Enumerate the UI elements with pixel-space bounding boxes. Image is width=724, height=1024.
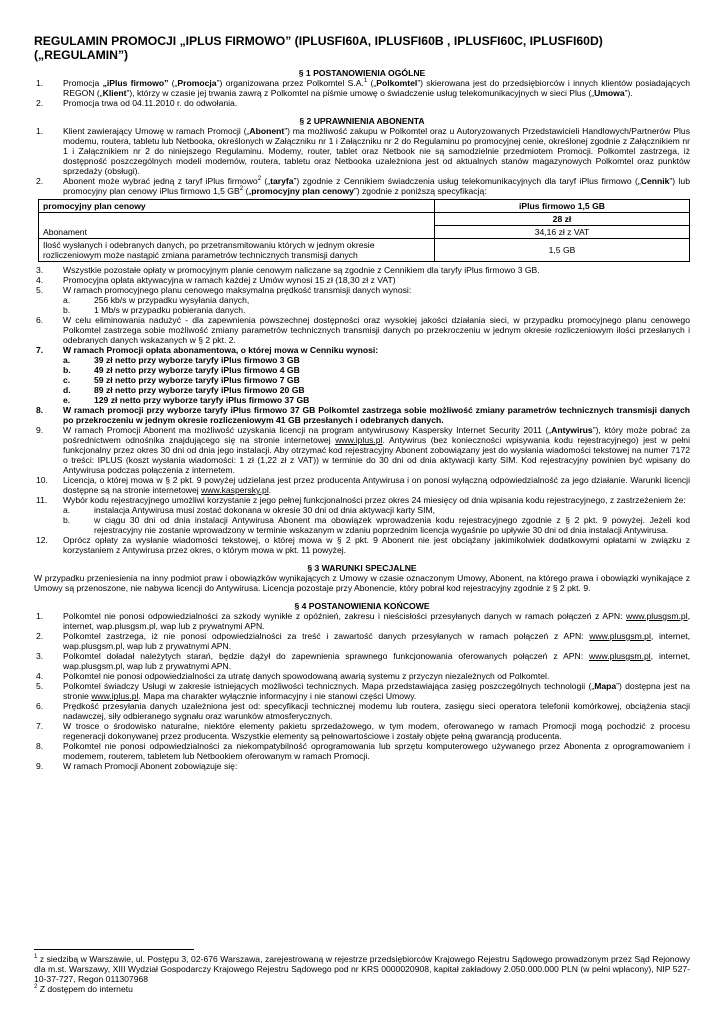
s4-item-4: 4. Polkomtel nie ponosi odpowiedzialności za utratę danych spowodowaną awarią systemu z przyczyn niezależnych od Polkomtel. [36, 671, 550, 681]
plusgsm-link[interactable]: www.plusgsm.pl [589, 631, 651, 641]
s2-item-7a: a. 39 zł netto przy wyborze taryfy iPlus firmowo 3 GB [63, 355, 300, 365]
section-2-list [34, 126, 690, 196]
s2-item-10: 10. Licencja, o której mowa w § 2 pkt. 9 powyżej udzielana jest przez producenta Antywirusa i on ponosi wyłączną odpowiedzialność za jego działanie. Warunki licencji dostępne są na stronie internetowej www.kaspersky.pl. [36, 475, 690, 495]
table-row [39, 239, 690, 262]
footnote-2: $^2$ Z dostępem do internetu [34, 984, 133, 994]
section-2-list-continued [34, 265, 690, 555]
table-cell-data-limit-value: 1,5 GB [435, 239, 690, 262]
section-1-heading: § 1 POSTANOWIENIA OGÓLNE [298, 68, 426, 78]
s2-item-3: 3. Wszystkie pozostałe opłaty w promocyjnym planie cenowym naliczane są zgodnie z Cennikiem dla taryfy iPlus firmowo 3 GB. [36, 265, 540, 275]
title-line-1: REGULAMIN PROMOCJI „IPLUS FIRMOWO” (IPLUSFI60A, IPLUSFI60B , IPLUSFI60C, IPLUSFI60D) [34, 34, 603, 48]
regulation-document [34, 34, 690, 771]
s2-item-11: 11. Wybór kodu rejestracyjnego umożliwi korzystanie z jego pełnej funkcjonalności przez okres 24 miesięcy od dnia wpisania kodu rejestracyjnego, z zastrzeżeniem że: a. instalacja Antywirusa musi zostać dokonana w okresie 30 dni od dnia aktywacji karty SIM, b. w ciągu 30 dni od dnia instalacji Antywirusa Abonent ma obowiązek wprowadzenia kodu rejestracyjnego zgodnie z § 2 pkt. 9 powyżej. Jeżeli kod rejestracyjny nie zostanie wprowadzony w terminie wskazanym w zdaniu poprzednim licencja wygaśnie po upływie 30 dni od dnia instalacji Antywirusa. [36, 495, 690, 535]
s4-item-8: 8. Polkomtel nie ponosi odpowiedzialności za niekompatybilność oprogramowania lub sprzętu komputerowego używanego przez Abonenta z oprogramowaniem i modemem, routerem, tabletem lub Netbookiem oferowanym w ramach Promocji. [36, 741, 690, 761]
s2-item-5a: a. 256 kb/s w przypadku wysyłania danych, [63, 295, 250, 305]
table-cell-gross-price: 34,16 zł z VAT [435, 226, 690, 239]
s4-item-5: 5. Polkomtel świadczy Usługi w zakresie istniejących możliwości technicznych. Mapa przedstawiająca zasięg poszczególnych technologii („Mapa”) dostępna jest na stronie www.iplus.pl. Mapa ma charakter wyłącznie informacyjny i nie stanowi części Umowy. [36, 681, 690, 701]
s2-item-6: 6. W celu eliminowania nadużyć - dla zapewnienia powszechnej dostępności oraz wysokiej jakości działania sieci, w przypadku promocyjnego planu cenowego Polkomtel zastrzega sobie możliwość zmiany parametrów technicznych transmisji danych po przekroczeniu w jednym okresie rozliczeniowym ilości przesłanych i odebranych danych wskazanych w § 2 pkt. 2. [36, 315, 690, 345]
s2-item-9: 9. W ramach Promocji Abonent ma możliwość uzyskania licencji na program antywirusowy Kaspersky Internet Security 2011 („Antywirus”), który może pobrać za pośrednictwem odnośnika znajdującego się na stronie internetowej www.iplus.pl. Antywirus (bez konieczności wpisywania kodu rejestracyjnego) jest w pełni funkcjonalny przez okres 30 dni od dnia jego instalacji. Aby otrzymać kod rejestracyjny Abonent zobowiązany jest do wysłania wiadomości tekstowej na numer 7172 o treści: IPLUS (koszt wysłania wiadomości: 1 zł (1,22 zł z VAT)) w terminie do 30 dni od dnia aktywacji karty SIM. Kod rejestracyjny powinien być wpisany do Antywirusa podczas połączenia z internetem. [36, 425, 690, 475]
section-3-heading: § 3 WARUNKI SPECJALNE [307, 563, 417, 573]
s2-item-11-sublist [63, 505, 690, 535]
s2-item-5-sublist [63, 295, 690, 315]
s2-item-11a: a. instalacja Antywirusa musi zostać dokonana w okresie 30 dni od dnia aktywacji karty SIM, [63, 505, 436, 515]
s4-item-2: 2. Polkomtel zastrzega, iż nie ponosi odpowiedzialności za treść i zawartość danych przesyłanych w ramach połączeń z APN: www.plusgsm.pl, internet, wap.plusgsm.pl, wap lub z prywatnymi APN. [36, 631, 691, 651]
s2-item-5b: b. 1 Mb/s w przypadku pobierania danych. [63, 305, 246, 315]
section-3-text: W przypadku przeniesienia na inny podmiot praw i obowiązków wynikających z Umowy w czasie oznaczonym Umowy, Abonent, na którego prawa i obowiązki wynikające z Umowy są przenoszone, nie nabywa licencji do Antywirusa. Licencja pozostaje przy Abonencie, który pobrał kod rejestracyjny zgodnie z § 2 pkt. 9. [34, 573, 690, 593]
s2-item-7d: d. 89 zł netto przy wyborze taryfy iPlus firmowo 20 GB [63, 385, 305, 395]
s2-item-12: 12. Oprócz opłaty za wysłanie wiadomości tekstowej, o której mowa w § 2 pkt. 9 Abonent nie jest obciążany jakimikolwiek dodatkowymi opłatami w związku z korzystaniem z Antywirusa przez okres, o którym mowa w pkt. 11 powyżej. [36, 535, 690, 555]
section-4-list [34, 611, 690, 771]
section-4-heading: § 4 POSTANOWIENIA KOŃCOWE [294, 601, 430, 611]
iplus-link[interactable]: www.iplus.pl [335, 435, 383, 445]
table-header-row [39, 200, 690, 213]
section-1-list [34, 78, 690, 108]
s4-item-3: 3. Polkomtel doładał należytych starań, będzie dążył do zapewnienia sprawnego funkcjonowania oferowanych połączeń z APN: www.plusgsm.pl, internet, wap.plusgsm.pl, wap lub z prywatnymi APN. [36, 651, 691, 671]
table-row [39, 213, 690, 226]
s2-item-11b: b. w ciągu 30 dni od dnia instalacji Antywirusa Abonent ma obowiązek wprowadzenia kodu rejestracyjnego zgodnie z § 2 pkt. 9 powyżej. Jeżeli kod rejestracyjny nie zostanie wprowadzony w terminie wskazanym w zdaniu poprzednim licencja wygaśnie po upływie 30 dni od dnia instalacji Antywirusa. [63, 515, 690, 535]
footnote-separator [34, 949, 194, 950]
s2-item-7c: c. 59 zł netto przy wyborze taryfy iPlus firmowo 7 GB [63, 375, 300, 385]
s2-item-7e: e. 129 zł netto przy wyborze taryfy iPlus firmowo 37 GB [63, 395, 310, 405]
table-cell-abonament: Abonament [39, 213, 435, 239]
s4-item-6: 6. Prędkość przesyłania danych uzależniona jest od: specyfikacji technicznej modemu lub routera, zasięgu sieci operatora telefonii komórkowej, obciążenia stacji nadawczej, siły odbieranego sygnału oraz warunków atmosferycznych. [36, 701, 690, 721]
s4-item-9: 9. W ramach Promocji Abonent zobowiązuje się: [36, 761, 238, 771]
s2-item-4: 4. Promocyjna opłata aktywacyjna w ramach każdej z Umów wynosi 15 zł (18,30 zł z VAT) [36, 275, 396, 285]
s2-item-8: 8. W ramach promocji przy wyborze taryfy iPlus firmowo 37 GB Polkomtel zastrzega sobie możliwość zmiany parametrów technicznych transmisji danych po przekroczeniu w jednym okresie rozliczeniowym 41 GB przesłanych i odebranych danych. [36, 405, 690, 425]
s2-item-5: 5. W ramach promocyjnego planu cenowego maksymalna prędkość transmisji danych wynosi: a. 256 kb/s w przypadku wysyłania danych, b. 1 Mb/s w przypadku pobierania danych. [34, 285, 690, 315]
table-header-plan: promocyjny plan cenowy [39, 200, 435, 213]
plusgsm-link[interactable]: www.plusgsm.pl [589, 651, 651, 661]
s4-item-1: 1. Polkomtel nie ponosi odpowiedzialności za szkody wynikłe z opóźnień, zakresu i nieścisłości przesyłanych danych w ramach połączeń z APN: www.plusgsm.pl, internet, wap.plusgsm.pl, wap lub z prywatnymi APN. [36, 611, 690, 631]
document-title [34, 34, 690, 62]
section-2-heading: § 2 UPRAWNIENIA ABONENTA [299, 116, 425, 126]
footnote-1: $^1$ z siedzibą w Warszawie, ul. Postępu 3, 02-676 Warszawa, zarejestrowaną w rejestrze przedsiębiorców Krajowego Rejestru Sądowego prowadzonym przez Sąd Rejonowy dla m.st. Warszawy, XIII Wydział Gospodarczy Krajowego Rejestru Sądowego pod nr KRS 0000020908, kapitał zakładowy 2.050.000.000 PLN (w pełni wpłacony), NIP 527-10-37-727, Regon 011307968 [34, 954, 690, 984]
s1-item-2: 2. Promocja trwa od 04.11.2010 r. do odwołania. [36, 98, 238, 108]
s2-item-1: 1. Klient zawierający Umowę w ramach Promocji („Abonent”) ma możliwość zakupu w Polkomtel oraz u Autoryzowanych Przedstawicieli Handlowych/Partnerów Plus modemu, routera, tabletu lub Netbooka, określonych w Załączniku nr 1 i Załączniku nr 2 do Regulaminu po promocyjnej cenie, określonej zgodnie z Załącznikiem nr 1 i Załącznikiem nr 2 do niniejszego Regulaminu. Modemy, router, tablet oraz Netbook nie są samodzielnie przedmiotem Promocji. Polkomtel zastrzega, iż dostępność poszczególnych modeli modemów, routera, tabletu oraz Netbooka uzależniona jest od aktualnych stanów magazynowych Polkomtel oraz punktów sprzedaży (obsługi). [36, 126, 690, 176]
s1-item-1: 1. Promocja „iPlus firmowo” („Promocja”) organizowana przez Polkomtel S.A.$^1$ („Polkomtel”) skierowana jest do przedsiębiorców i innych klientów posiadających REGON („Klient”), którzy w czasie jej trwania zawrą z Polkomtel na piśmie umowę o świadczenie usług telekomunikacyjnych w sieci Plus („Umowa”). [36, 78, 690, 98]
s4-item-7: 7. W trosce o środowisko naturalne, niektóre elementy pakietu sprzedażowego, w tym modem, oferowanego w ramach Promocji mogą pochodzić z procesu regeneracji dokonywanej przez producenta. Wszystkie elementy są pełnowartościowe i zostały objęte pełną gwarancją producenta. [36, 721, 690, 741]
footnotes [34, 954, 690, 994]
plusgsm-link[interactable]: www.plusgsm.pl [626, 611, 688, 621]
s2-item-7b: b. 49 zł netto przy wyborze taryfy iPlus firmowo 4 GB [63, 365, 300, 375]
table-cell-data-limit-label: Ilość wysłanych i odebranych danych, po przetransmitowaniu których w jednym okresie rozliczeniowym może nastąpić zmiana parametrów technicznych transmisji danych [39, 239, 435, 262]
iplus-link[interactable]: www.iplus.pl [91, 691, 139, 701]
s2-item-2: 2. Abonent może wybrać jedną z taryf iPlus firmowo$^2$ („taryfa”) zgodnie z Cennikiem świadczenia usług telekomunikacyjnych dla taryf iPlus firmowo („Cennik”) lub promocyjny plan cenowy iPlus firmowo 1,5 $GB^2$ („promocyjny plan cenowy”) zgodnie z poniższą specyfikacją: [36, 176, 690, 196]
table-cell-net-price: 28 zł [435, 213, 690, 226]
kaspersky-link[interactable]: www.kaspersky.pl [201, 485, 269, 495]
pricing-table [38, 199, 690, 262]
s2-item-7-sublist [63, 355, 690, 405]
table-header-tariff: iPlus firmowo 1,5 GB [435, 200, 690, 213]
s2-item-7: 7. W ramach Promocji opłata abonamentowa, o której mowa w Cenniku wynosi: a. 39 zł netto przy wyborze taryfy iPlus firmowo 3 GB b. 49 zł netto przy wyborze taryfy iPlus firmowo 4 GB c. 59 zł netto przy wyborze taryfy iPlus firmowo 7 GB d. 89 zł netto przy wyborze taryfy iPlus firmowo 20 GB e. 129 zł netto przy wyborze taryfy iPlus firmowo 37 GB [34, 345, 690, 405]
title-line-2: („REGULAMIN”) [34, 48, 129, 62]
